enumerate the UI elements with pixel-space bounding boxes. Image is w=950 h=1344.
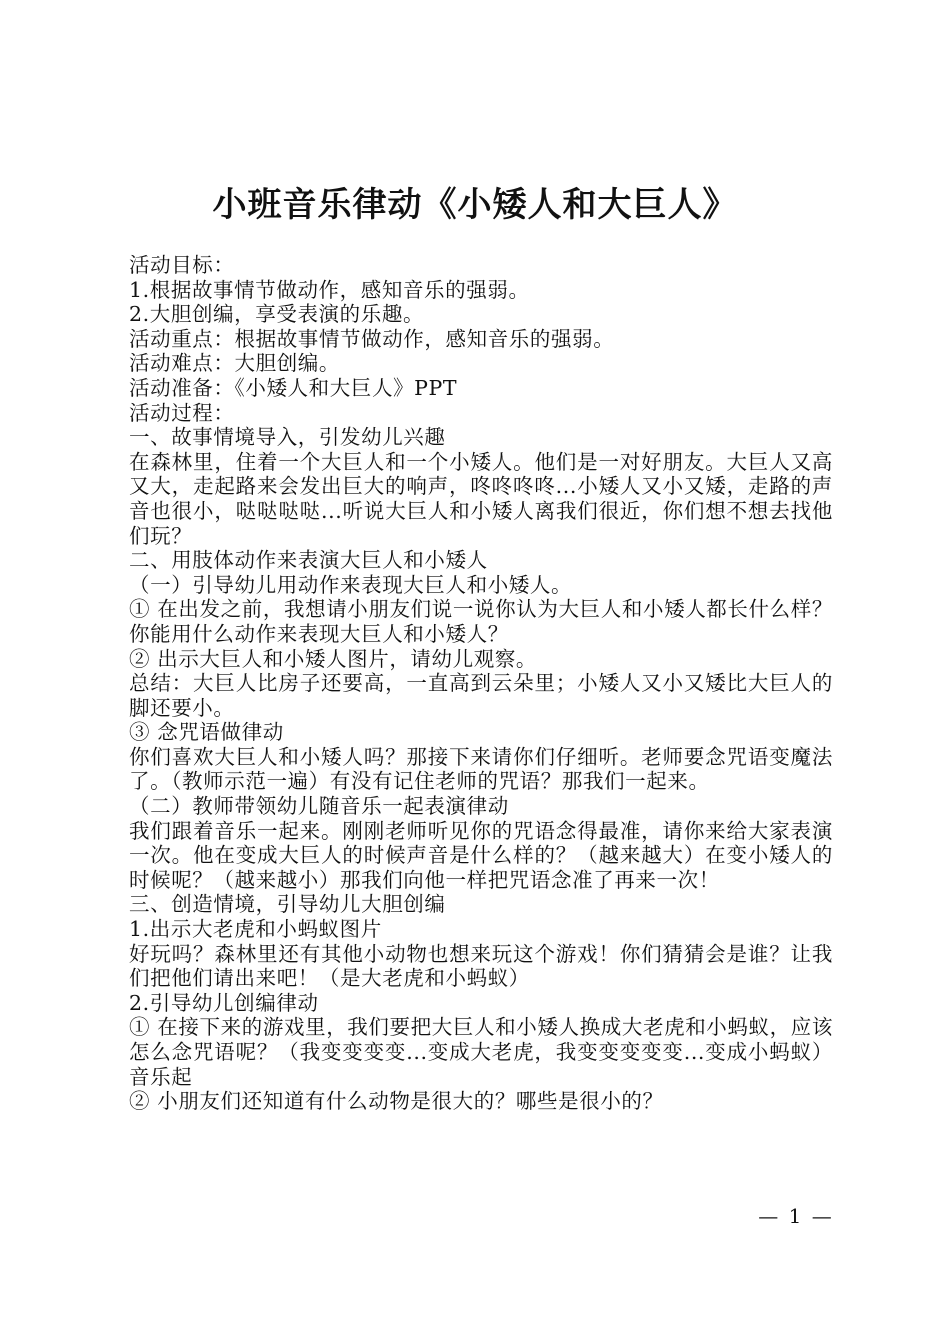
paragraph: 你们喜欢大巨人和小矮人吗？那接下来请你们仔细听。老师要念咒语变魔法了。（教师示范一遍）有没有记住老师的咒语？那我们一起来。 [129, 744, 833, 794]
page-number: — 1 — [758, 1204, 834, 1228]
paragraph: 活动目标： [129, 253, 235, 277]
paragraph: 活动难点：大胆创编。 [129, 351, 340, 376]
paragraph: 总结：大巨人比房子还要高，一直高到云朵里；小矮人又小又矮比大巨人的脚还要小。 [129, 671, 833, 720]
paragraph: ① 在出发之前，我想请小朋友们说一说你认为大巨人和小矮人都长什么样？你能用什么动作来表现大巨人和小矮人？ [129, 597, 833, 646]
paragraph: 好玩吗？森林里还有其他小动物也想来玩这个游戏！你们猜猜会是谁？让我们把他们请出来吧！（是大老虎和小蚂蚁） [129, 941, 833, 991]
section-heading: 二、用肢体动作来表演大巨人和小矮人 [129, 548, 488, 573]
paragraph: 活动过程： [129, 400, 235, 425]
paragraph: 2.大胆创编，享受表演的乐趣。 [129, 302, 425, 327]
paragraph: 在森林里，住着一个大巨人和一个小矮人。他们是一对好朋友。大巨人又高又大，走起路来会发出巨大的响声，咚咚咚咚...小矮人又小又矮，走路的声音也很小，哒哒哒哒...听说大巨人和小矮人离我们很近，你们想不想去找他们玩？ [129, 449, 833, 548]
section-heading: 三、创造情境，引导幼儿大胆创编 [129, 892, 446, 917]
paragraph: ② 出示大巨人和小矮人图片，请幼儿观察。 [129, 646, 538, 671]
paragraph: 1.根据故事情节做动作，感知音乐的强弱。 [129, 277, 530, 302]
document-body [129, 253, 833, 1114]
paragraph: 2.引导幼儿创编律动 [129, 990, 319, 1015]
paragraph: 1.出示大老虎和小蚂蚁图片 [129, 917, 382, 942]
paragraph: 活动准备：《小矮人和大巨人》PPT [129, 375, 458, 400]
paragraph: ② 小朋友们还知道有什么动物是很大的？哪些是很小的？ [129, 1089, 664, 1114]
subsection-heading: （一）引导幼儿用动作来表现大巨人和小矮人。 [129, 572, 573, 597]
paragraph: ③ 念咒语做律动 [129, 720, 284, 745]
paragraph: 活动重点：根据故事情节做动作，感知音乐的强弱。 [129, 326, 615, 351]
paragraph: ① 在接下来的游戏里，我们要把大巨人和小矮人换成大老虎和小蚂蚁，应该怎么念咒语呢？（我变变变变...变成大老虎，我变变变变变...变成小蚂蚁）音乐起 [129, 1015, 833, 1089]
document-title: 小班音乐律动《小矮人和大巨人》 [212, 185, 738, 225]
subsection-heading: （二）教师带领幼儿随音乐一起表演律动 [129, 794, 509, 819]
paragraph: 我们跟着音乐一起来。刚刚老师听见你的咒语念得最准，请你来给大家表演一次。他在变成大巨人的时候声音是什么样的？（越来越大）在变小矮人的时候呢？（越来越小）那我们向他一样把咒语念准了再来一次！ [129, 818, 833, 892]
section-heading: 一、故事情境导入，引发幼儿兴趣 [129, 425, 446, 450]
